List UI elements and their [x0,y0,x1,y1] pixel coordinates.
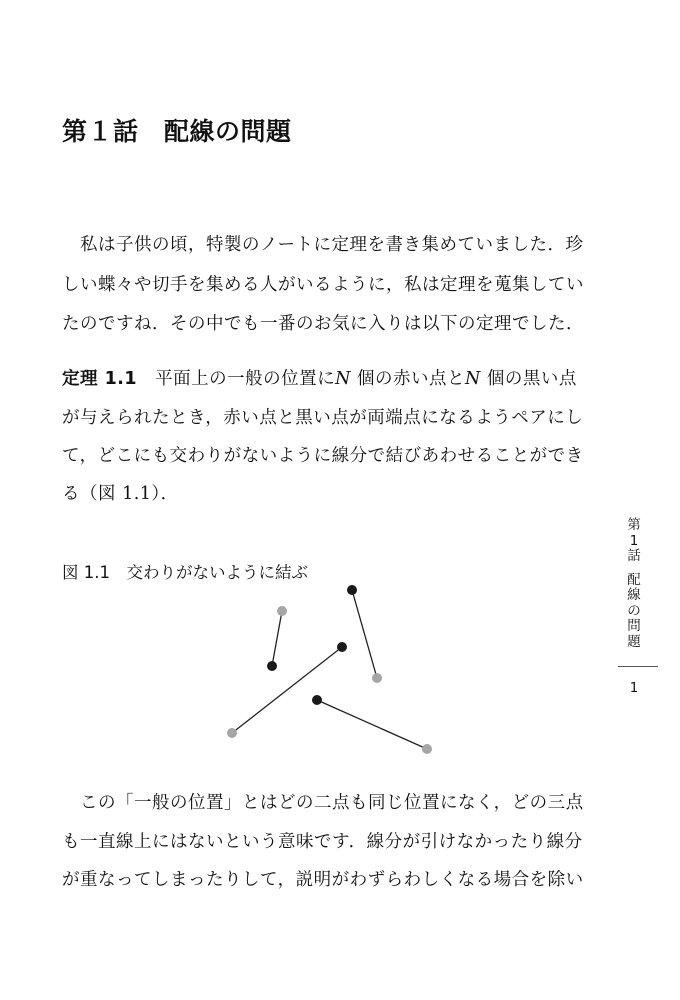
figure-caption: 図 1.1 交わりがないように結ぶ [62,563,308,582]
theorem-line: て，どこにも交わりがないように線分で結びあわせることができ [62,446,584,466]
theorem-text: 個の黒い点 [480,369,577,389]
black-point-1 [267,661,277,671]
black-point-2 [347,585,357,595]
side-tab-char: の [627,602,641,619]
side-tab-char: 線 [627,587,641,603]
gray-point-3 [227,728,237,738]
segment-3 [232,647,342,733]
continuation-line: も一直線上にはないという意味です．線分が引けなかったり線分 [62,832,583,852]
math-variable: N [335,369,351,389]
side-tab-divider [618,666,658,667]
segment-1 [272,611,282,666]
chapter-side-tab [626,518,642,650]
gray-point-4 [422,744,432,754]
theorem-text: 平面上の一般の位置に [137,369,336,389]
gray-point-1 [277,606,287,616]
black-point-3 [337,642,347,652]
chapter-title: 第１話 配線の問題 [62,117,292,146]
segment-4 [317,700,427,749]
intro-line: しい蝶々や切手を集める人がいるように，私は定理を蒐集してい [62,275,584,295]
continuation-line: この「一般の位置」とはどの二点も同じ位置になく，どの三点 [62,793,584,813]
math-variable: N [464,369,481,389]
gray-point-2 [372,673,382,683]
page-number: 1 [629,680,639,696]
black-point-4 [312,695,322,705]
side-tab-char: 1 [629,532,639,549]
theorem-text: 個の赤い点と [350,369,465,389]
side-tab-char: 第 [627,517,641,533]
side-tab-char: 問 [627,618,641,634]
intro-line: 私は子供の頃，特製のノートに定理を書き集めていました．珍 [62,235,584,255]
theorem-line: る（図 1.1）． [62,484,179,504]
continuation-line: が重なってしまったりして，説明がわずらわしくなる場合を除い [62,870,584,890]
theorem-label: 定理 1.1 [62,369,138,389]
intro-line: たのですね．その中でも一番のお気に入りは以下の定理でした． [62,314,584,334]
segment-2 [352,590,377,678]
side-tab-char: 配 [627,571,641,588]
theorem-line: が与えられたとき，赤い点と黒い点が両端点になるようペアにし [62,408,584,428]
side-tab-char: 話 [627,548,641,564]
side-tab-char: 題 [627,633,641,650]
